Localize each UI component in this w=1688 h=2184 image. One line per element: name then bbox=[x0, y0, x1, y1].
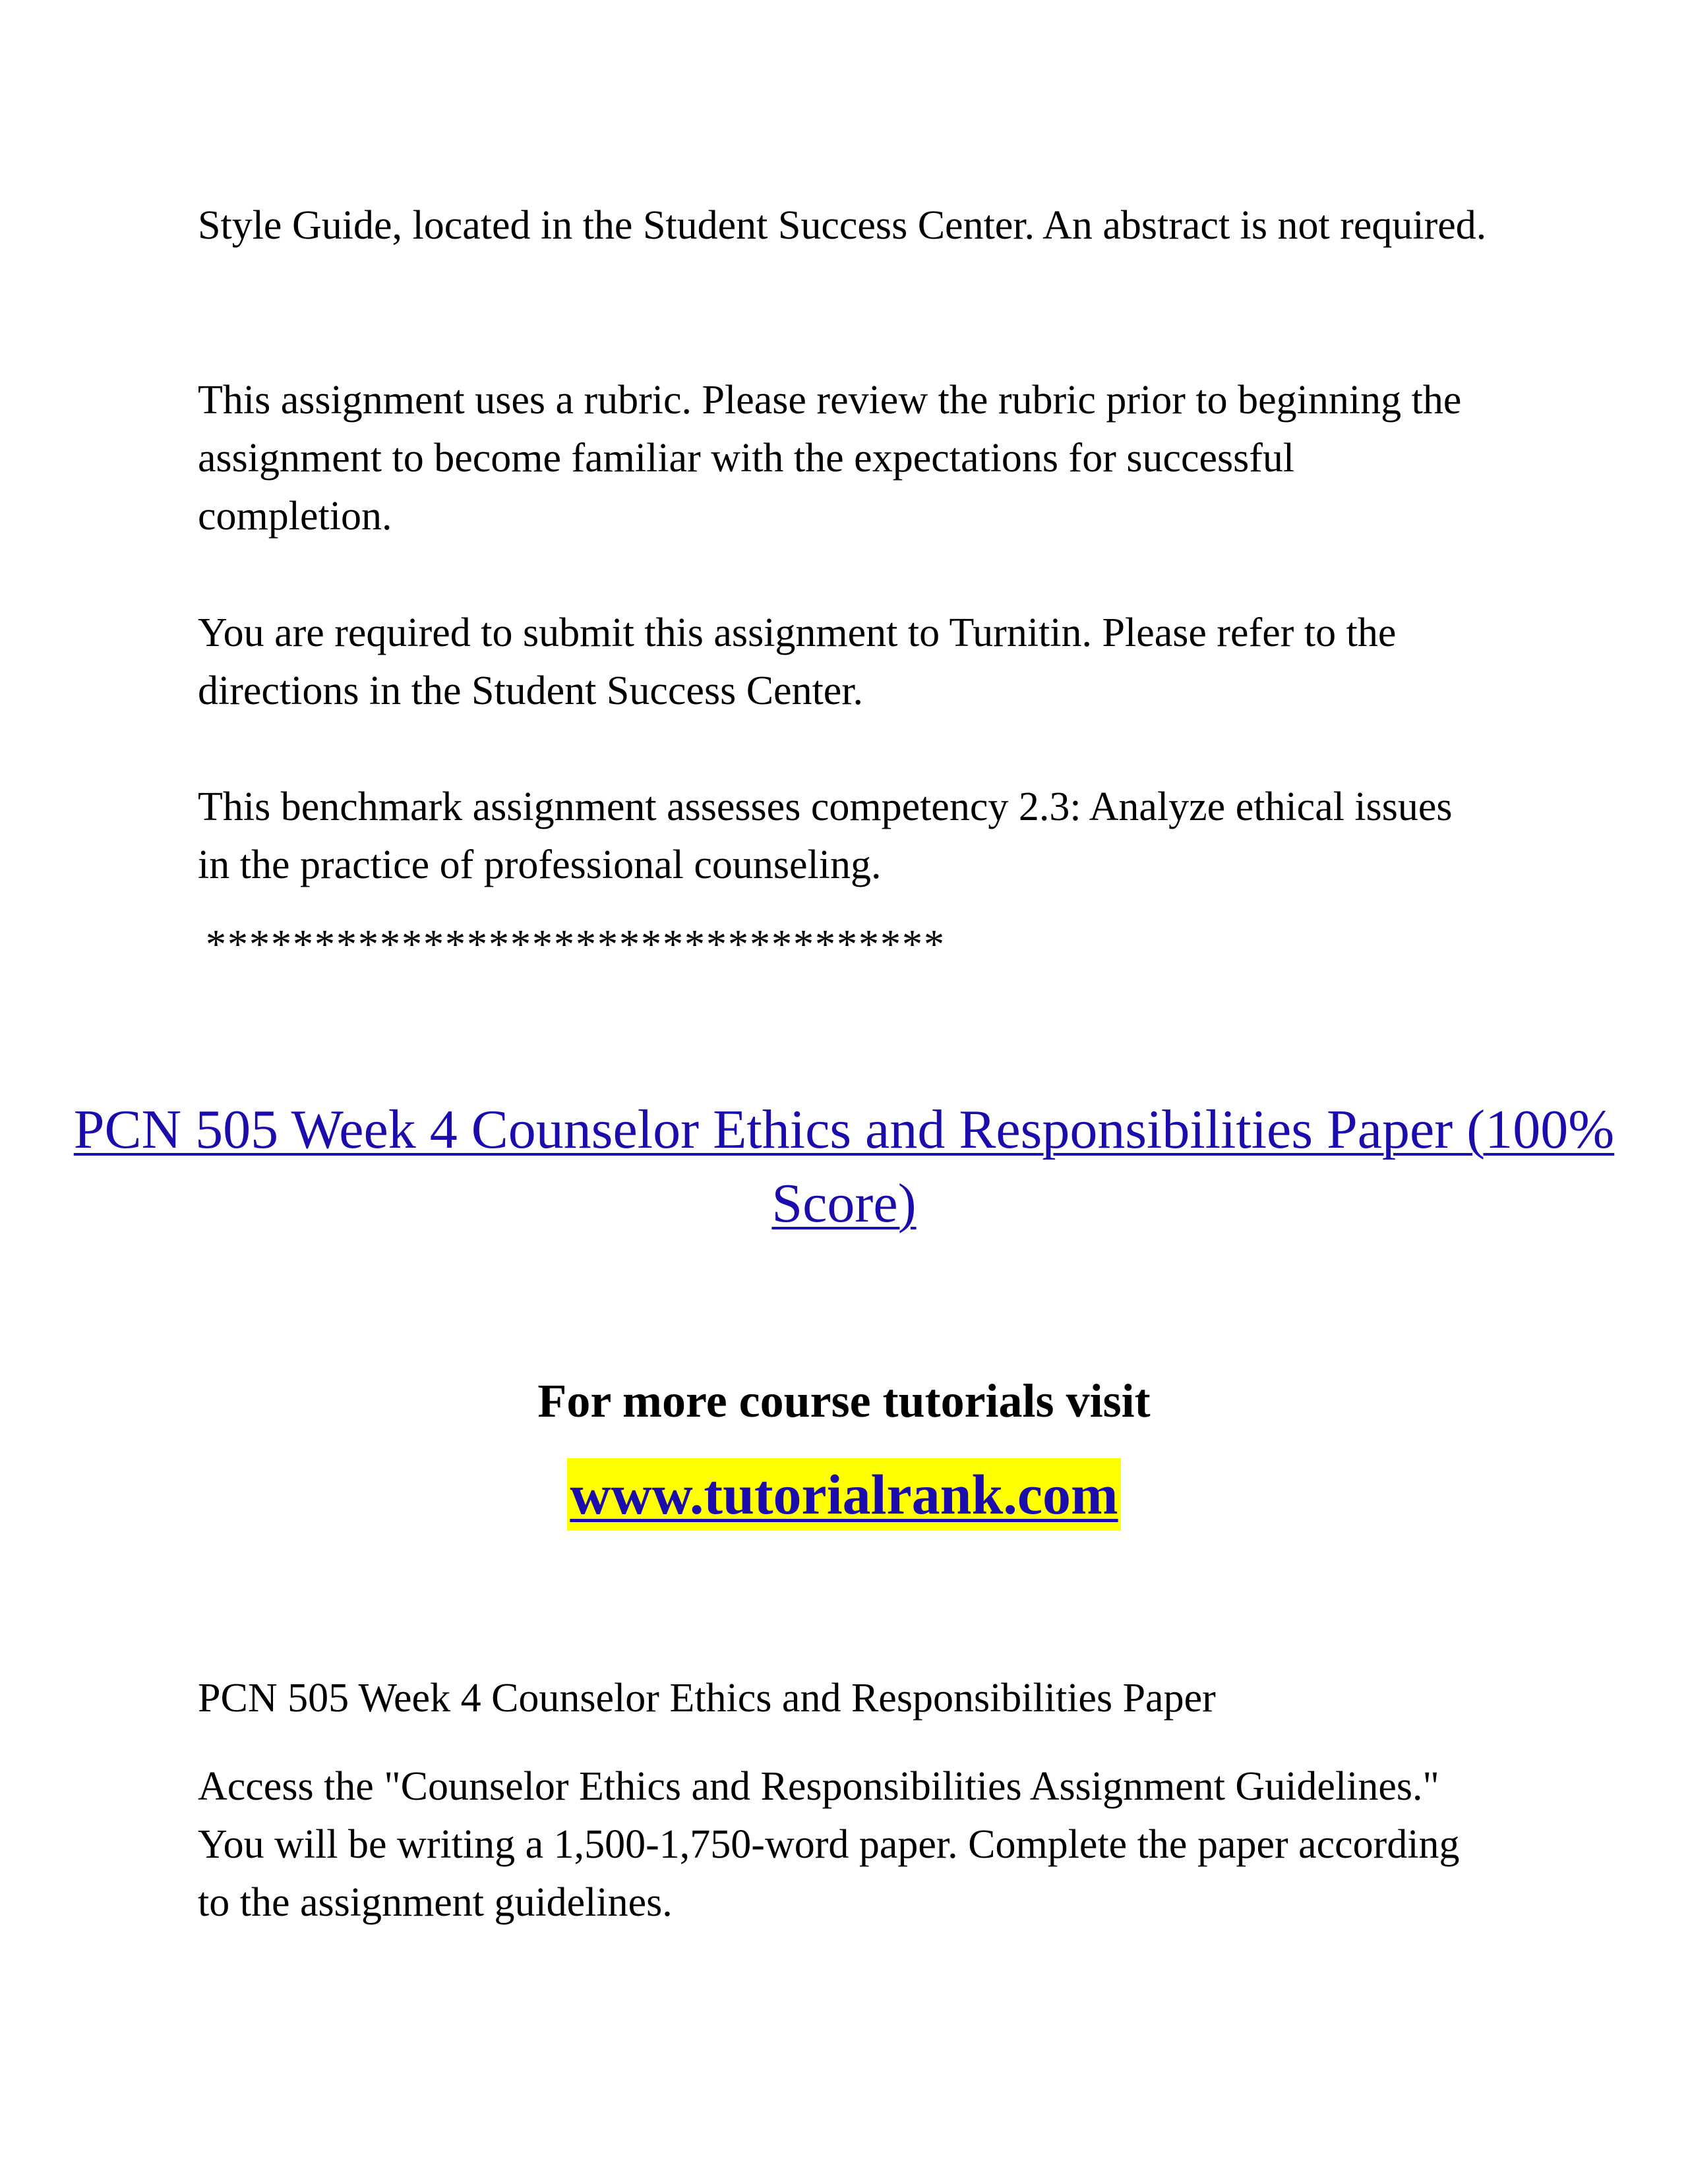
paragraph-rubric: This assignment uses a rubric. Please review the rubric prior to beginning the assignment to become familiar with the expectations for successful completion. bbox=[198, 378, 1462, 539]
visit-heading: For more course tutorials visit bbox=[537, 1374, 1151, 1427]
paragraph-style-guide: Style Guide, located in the Student Success Center. An abstract is not required. bbox=[198, 203, 1487, 248]
paragraph-turnitin: You are required to submit this assignment to Turnitin. Please refer to the directions in the Student Success Center. bbox=[198, 610, 1397, 713]
site-link-block bbox=[0, 1458, 1688, 1531]
product-title-block bbox=[0, 1093, 1688, 1241]
assignment-description: Access the "Counselor Ethics and Responsibilities Assignment Guidelines." You will be writing a 1,500-1,750-word paper. Complete the paper according to the assignment guidelines. bbox=[198, 1764, 1460, 1925]
asterisk-separator: ********************************** bbox=[206, 922, 946, 967]
assignment-heading: PCN 505 Week 4 Counselor Ethics and Responsibilities Paper bbox=[198, 1676, 1216, 1721]
product-title-link[interactable]: PCN 505 Week 4 Counselor Ethics and Responsibilities Paper (100% Score) bbox=[73, 1099, 1615, 1234]
paragraph-benchmark: This benchmark assignment assesses competency 2.3: Analyze ethical issues in the practice of professional counseling. bbox=[198, 784, 1453, 887]
site-link[interactable]: www.tutorialrank.com bbox=[567, 1458, 1120, 1531]
